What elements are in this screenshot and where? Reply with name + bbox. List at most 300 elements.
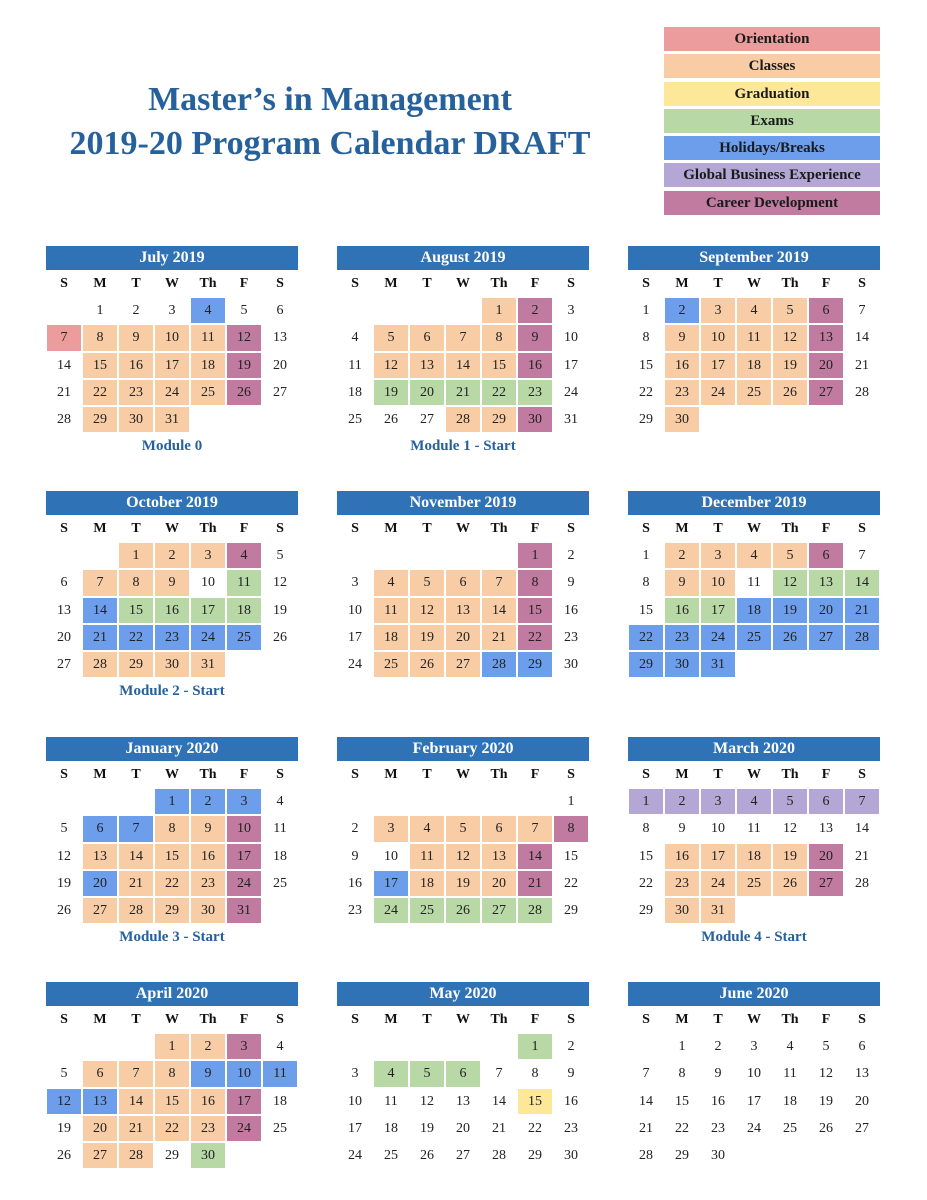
day-cell: 8: [154, 815, 190, 842]
empty-cell: [736, 1142, 772, 1169]
empty-cell: [736, 406, 772, 433]
day-cell: 29: [628, 651, 664, 678]
week-row: [337, 1060, 589, 1087]
empty-cell: [46, 297, 82, 324]
day-cell: 26: [262, 624, 298, 651]
week-row: [628, 624, 880, 651]
week-row: [337, 352, 589, 379]
month-march-2020: [628, 737, 880, 951]
day-cell: 5: [373, 324, 409, 351]
day-cell: 8: [628, 569, 664, 596]
day-cell: 27: [445, 1142, 481, 1169]
weekday-label: F: [530, 767, 540, 782]
weekday-label: W: [165, 1012, 179, 1027]
weekday-label: M: [384, 276, 398, 291]
empty-cell: [628, 1033, 664, 1060]
weekday-label: Th: [199, 276, 217, 291]
day-cell: 17: [226, 1088, 262, 1115]
empty-cell: [481, 788, 517, 815]
day-cell: 5: [772, 542, 808, 569]
day-cell: 1: [664, 1033, 700, 1060]
weekday-label: S: [60, 767, 68, 782]
week-row: [46, 542, 298, 569]
day-cell: 16: [553, 1088, 589, 1115]
weekday-label: T: [713, 1012, 723, 1027]
day-cell: 26: [46, 897, 82, 924]
day-cell: 23: [118, 379, 154, 406]
day-cell: 2: [118, 297, 154, 324]
empty-cell: [46, 1033, 82, 1060]
empty-cell: [118, 1033, 154, 1060]
day-cell: 28: [844, 379, 880, 406]
week-row: [628, 1060, 880, 1087]
weekday-label: W: [747, 1012, 761, 1027]
day-cell: 4: [226, 542, 262, 569]
day-cell: 16: [664, 597, 700, 624]
day-cell: 29: [517, 651, 553, 678]
day-cell: 27: [481, 897, 517, 924]
day-cell: 25: [190, 379, 226, 406]
day-cell: 23: [190, 1115, 226, 1142]
day-cell: 2: [553, 542, 589, 569]
day-cell: 17: [337, 1115, 373, 1142]
weekday-label: F: [530, 521, 540, 536]
week-row: [46, 1060, 298, 1087]
day-cell: 17: [553, 352, 589, 379]
weekday-label: F: [239, 521, 249, 536]
empty-cell: [409, 297, 445, 324]
weekday-label: T: [422, 521, 432, 536]
day-cell: 14: [844, 569, 880, 596]
day-cell: 31: [700, 897, 736, 924]
day-cell: 22: [517, 624, 553, 651]
day-cell: 4: [337, 324, 373, 351]
weekday-label: T: [422, 1012, 432, 1027]
month-header: January 2020: [46, 737, 298, 761]
empty-cell: [262, 406, 298, 433]
day-cell: 6: [445, 569, 481, 596]
empty-cell: [226, 406, 262, 433]
day-cell: 22: [517, 1115, 553, 1142]
week-row: [337, 1088, 589, 1115]
day-cell: 2: [700, 1033, 736, 1060]
day-cell: 23: [553, 1115, 589, 1142]
week-row: [628, 1142, 880, 1169]
day-cell: 17: [154, 352, 190, 379]
module-caption: Module 4 - Start: [701, 929, 807, 946]
weekday-label: S: [642, 1012, 650, 1027]
day-cell: 11: [772, 1060, 808, 1087]
empty-cell: [337, 297, 373, 324]
weekday-header-row: [46, 1006, 298, 1033]
weekday-label: T: [713, 521, 723, 536]
day-cell: 18: [736, 597, 772, 624]
day-cell: 11: [409, 843, 445, 870]
title-line-1: Master’s in Management: [148, 81, 512, 118]
day-cell: 10: [226, 1060, 262, 1087]
week-row: [628, 651, 880, 678]
day-cell: 16: [553, 597, 589, 624]
day-cell: 10: [226, 815, 262, 842]
empty-cell: [772, 651, 808, 678]
day-cell: 4: [736, 788, 772, 815]
day-cell: 24: [337, 1142, 373, 1169]
empty-cell: [481, 1033, 517, 1060]
day-cell: 7: [118, 815, 154, 842]
day-cell: 24: [373, 897, 409, 924]
day-cell: 9: [664, 569, 700, 596]
day-cell: 6: [262, 297, 298, 324]
day-cell: 23: [190, 870, 226, 897]
week-row: [46, 624, 298, 651]
day-cell: 24: [154, 379, 190, 406]
weekday-label: T: [713, 767, 723, 782]
day-cell: 7: [118, 1060, 154, 1087]
week-row: [46, 1115, 298, 1142]
day-cell: 13: [262, 324, 298, 351]
day-cell: 18: [373, 1115, 409, 1142]
weekday-label: S: [351, 521, 359, 536]
day-cell: 24: [700, 870, 736, 897]
day-cell: 24: [226, 870, 262, 897]
day-cell: 30: [553, 1142, 589, 1169]
day-cell: 15: [82, 352, 118, 379]
day-cell: 20: [844, 1088, 880, 1115]
day-cell: 13: [409, 352, 445, 379]
day-cell: 24: [226, 1115, 262, 1142]
empty-cell: [772, 1142, 808, 1169]
empty-cell: [844, 1142, 880, 1169]
empty-cell: [409, 542, 445, 569]
day-cell: 15: [154, 1088, 190, 1115]
day-cell: 3: [553, 297, 589, 324]
empty-cell: [118, 788, 154, 815]
day-cell: 20: [808, 352, 844, 379]
day-cell: 4: [262, 1033, 298, 1060]
day-cell: 5: [409, 1060, 445, 1087]
day-cell: 17: [700, 352, 736, 379]
day-cell: 12: [445, 843, 481, 870]
day-cell: 26: [373, 406, 409, 433]
weekday-label: F: [239, 276, 249, 291]
day-cell: 22: [628, 624, 664, 651]
day-cell: 19: [808, 1088, 844, 1115]
day-cell: 21: [118, 870, 154, 897]
month-november-2019: [337, 491, 589, 678]
day-cell: 8: [628, 815, 664, 842]
month-june-2020: [628, 982, 880, 1169]
month-april-2020: [46, 982, 298, 1169]
empty-cell: [772, 897, 808, 924]
week-row: [628, 297, 880, 324]
weekday-header-row: [46, 761, 298, 788]
day-cell: 8: [481, 324, 517, 351]
day-cell: 25: [262, 870, 298, 897]
weekday-label: Th: [199, 767, 217, 782]
day-cell: 9: [118, 324, 154, 351]
day-cell: 17: [736, 1088, 772, 1115]
day-cell: 26: [808, 1115, 844, 1142]
empty-cell: [445, 542, 481, 569]
day-cell: 2: [553, 1033, 589, 1060]
day-cell: 12: [808, 1060, 844, 1087]
day-cell: 1: [628, 788, 664, 815]
day-cell: 14: [481, 597, 517, 624]
day-cell: 3: [154, 297, 190, 324]
month-september-2019: [628, 246, 880, 433]
week-row: [337, 897, 589, 924]
weekday-label: F: [821, 521, 831, 536]
day-cell: 3: [373, 815, 409, 842]
day-cell: 7: [628, 1060, 664, 1087]
day-cell: 30: [517, 406, 553, 433]
weekday-label: S: [858, 767, 866, 782]
day-cell: 3: [226, 788, 262, 815]
weekday-label: Th: [199, 521, 217, 536]
day-cell: 20: [82, 870, 118, 897]
day-cell: 21: [481, 1115, 517, 1142]
day-cell: 6: [808, 788, 844, 815]
weekday-label: T: [131, 1012, 141, 1027]
empty-cell: [445, 1033, 481, 1060]
empty-cell: [373, 788, 409, 815]
week-row: [628, 815, 880, 842]
day-cell: 3: [700, 542, 736, 569]
weekday-label: M: [384, 1012, 398, 1027]
empty-cell: [190, 406, 226, 433]
empty-cell: [337, 542, 373, 569]
day-cell: 30: [700, 1142, 736, 1169]
day-cell: 12: [373, 352, 409, 379]
week-row: [628, 788, 880, 815]
day-cell: 9: [337, 843, 373, 870]
day-cell: 26: [226, 379, 262, 406]
weekday-label: T: [422, 767, 432, 782]
weekday-label: S: [858, 276, 866, 291]
day-cell: 9: [553, 569, 589, 596]
day-cell: 18: [373, 624, 409, 651]
week-row: [46, 1142, 298, 1169]
day-cell: 18: [337, 379, 373, 406]
week-row: [46, 897, 298, 924]
day-cell: 4: [262, 788, 298, 815]
month-august-2019: [337, 246, 589, 460]
day-cell: 17: [373, 870, 409, 897]
day-cell: 22: [664, 1115, 700, 1142]
module-caption: Module 3 - Start: [119, 929, 225, 946]
day-cell: 18: [262, 1088, 298, 1115]
day-cell: 5: [226, 297, 262, 324]
day-cell: 19: [373, 379, 409, 406]
weekday-label: F: [239, 767, 249, 782]
day-cell: 1: [154, 1033, 190, 1060]
day-cell: 23: [664, 624, 700, 651]
day-cell: 11: [373, 597, 409, 624]
weekday-label: T: [713, 276, 723, 291]
day-cell: 22: [154, 1115, 190, 1142]
day-cell: 27: [445, 651, 481, 678]
day-cell: 1: [553, 788, 589, 815]
day-cell: 13: [82, 1088, 118, 1115]
month-december-2019: [628, 491, 880, 678]
day-cell: 18: [190, 352, 226, 379]
weekday-label: Th: [781, 1012, 799, 1027]
day-cell: 12: [772, 324, 808, 351]
day-cell: 29: [553, 897, 589, 924]
day-cell: 1: [118, 542, 154, 569]
day-cell: 9: [700, 1060, 736, 1087]
legend-item-classes: Classes: [664, 54, 880, 78]
weekday-label: T: [422, 276, 432, 291]
weekday-label: W: [747, 276, 761, 291]
day-cell: 6: [445, 1060, 481, 1087]
week-row: [628, 597, 880, 624]
day-cell: 27: [82, 1142, 118, 1169]
day-cell: 12: [226, 324, 262, 351]
day-cell: 5: [808, 1033, 844, 1060]
day-cell: 12: [772, 815, 808, 842]
empty-cell: [82, 788, 118, 815]
day-cell: 7: [46, 324, 82, 351]
day-cell: 2: [664, 788, 700, 815]
day-cell: 5: [409, 569, 445, 596]
day-cell: 6: [808, 542, 844, 569]
day-cell: 5: [445, 815, 481, 842]
empty-cell: [82, 1033, 118, 1060]
day-cell: 11: [262, 815, 298, 842]
weekday-label: T: [131, 521, 141, 536]
day-cell: 23: [553, 624, 589, 651]
legend-item-exams: Exams: [664, 109, 880, 133]
weekday-label: S: [642, 276, 650, 291]
week-row: [337, 1115, 589, 1142]
week-row: [46, 352, 298, 379]
weekday-label: W: [165, 767, 179, 782]
week-row: [46, 324, 298, 351]
day-cell: 18: [262, 843, 298, 870]
week-row: [628, 1033, 880, 1060]
day-cell: 31: [553, 406, 589, 433]
day-cell: 13: [844, 1060, 880, 1087]
month-header: August 2019: [337, 246, 589, 270]
day-cell: 16: [517, 352, 553, 379]
empty-cell: [262, 897, 298, 924]
week-row: [337, 843, 589, 870]
empty-cell: [736, 897, 772, 924]
weekday-label: S: [858, 1012, 866, 1027]
day-cell: 14: [628, 1088, 664, 1115]
day-cell: 6: [82, 1060, 118, 1087]
day-cell: 21: [628, 1115, 664, 1142]
day-cell: 8: [517, 1060, 553, 1087]
weekday-label: S: [567, 521, 575, 536]
day-cell: 6: [481, 815, 517, 842]
day-cell: 2: [664, 542, 700, 569]
week-row: [337, 1142, 589, 1169]
day-cell: 18: [409, 870, 445, 897]
day-cell: 31: [700, 651, 736, 678]
week-row: [46, 379, 298, 406]
day-cell: 27: [808, 379, 844, 406]
day-cell: 6: [808, 297, 844, 324]
day-cell: 21: [46, 379, 82, 406]
day-cell: 24: [553, 379, 589, 406]
week-row: [337, 406, 589, 433]
weekday-label: M: [384, 767, 398, 782]
weekday-label: Th: [490, 276, 508, 291]
week-row: [628, 379, 880, 406]
empty-cell: [226, 1142, 262, 1169]
day-cell: 10: [700, 815, 736, 842]
day-cell: 16: [664, 843, 700, 870]
day-cell: 15: [517, 1088, 553, 1115]
weekday-label: Th: [781, 276, 799, 291]
empty-cell: [517, 788, 553, 815]
module-caption: Module 0: [141, 438, 203, 455]
month-header: December 2019: [628, 491, 880, 515]
day-cell: 31: [190, 651, 226, 678]
empty-cell: [736, 651, 772, 678]
day-cell: 21: [481, 624, 517, 651]
day-cell: 7: [481, 569, 517, 596]
weekday-label: W: [456, 767, 470, 782]
day-cell: 14: [82, 597, 118, 624]
weekday-header-row: [628, 270, 880, 297]
day-cell: 22: [82, 379, 118, 406]
day-cell: 23: [337, 897, 373, 924]
day-cell: 13: [808, 324, 844, 351]
day-cell: 30: [190, 897, 226, 924]
week-row: [46, 297, 298, 324]
day-cell: 19: [226, 352, 262, 379]
day-cell: 2: [517, 297, 553, 324]
day-cell: 28: [844, 870, 880, 897]
day-cell: 1: [517, 1033, 553, 1060]
legend-item-orientation: Orientation: [664, 27, 880, 51]
day-cell: 31: [154, 406, 190, 433]
weekday-label: M: [675, 767, 689, 782]
day-cell: 25: [736, 379, 772, 406]
week-row: [46, 1088, 298, 1115]
day-cell: 12: [262, 569, 298, 596]
day-cell: 11: [736, 815, 772, 842]
day-cell: 9: [190, 815, 226, 842]
empty-cell: [808, 897, 844, 924]
day-cell: 8: [628, 324, 664, 351]
weekday-label: W: [747, 767, 761, 782]
day-cell: 20: [262, 352, 298, 379]
day-cell: 25: [337, 406, 373, 433]
title-line-2: 2019-20 Program Calendar DRAFT: [69, 125, 591, 162]
month-header: April 2020: [46, 982, 298, 1006]
day-cell: 29: [628, 406, 664, 433]
day-cell: 13: [46, 597, 82, 624]
day-cell: 22: [154, 870, 190, 897]
day-cell: 25: [736, 870, 772, 897]
day-cell: 28: [118, 897, 154, 924]
day-cell: 5: [46, 815, 82, 842]
week-row: [337, 624, 589, 651]
day-cell: 5: [46, 1060, 82, 1087]
weekday-label: M: [93, 276, 107, 291]
day-cell: 23: [517, 379, 553, 406]
day-cell: 26: [772, 379, 808, 406]
day-cell: 1: [82, 297, 118, 324]
day-cell: 26: [772, 870, 808, 897]
weekday-label: W: [456, 1012, 470, 1027]
day-cell: 2: [154, 542, 190, 569]
day-cell: 26: [409, 1142, 445, 1169]
